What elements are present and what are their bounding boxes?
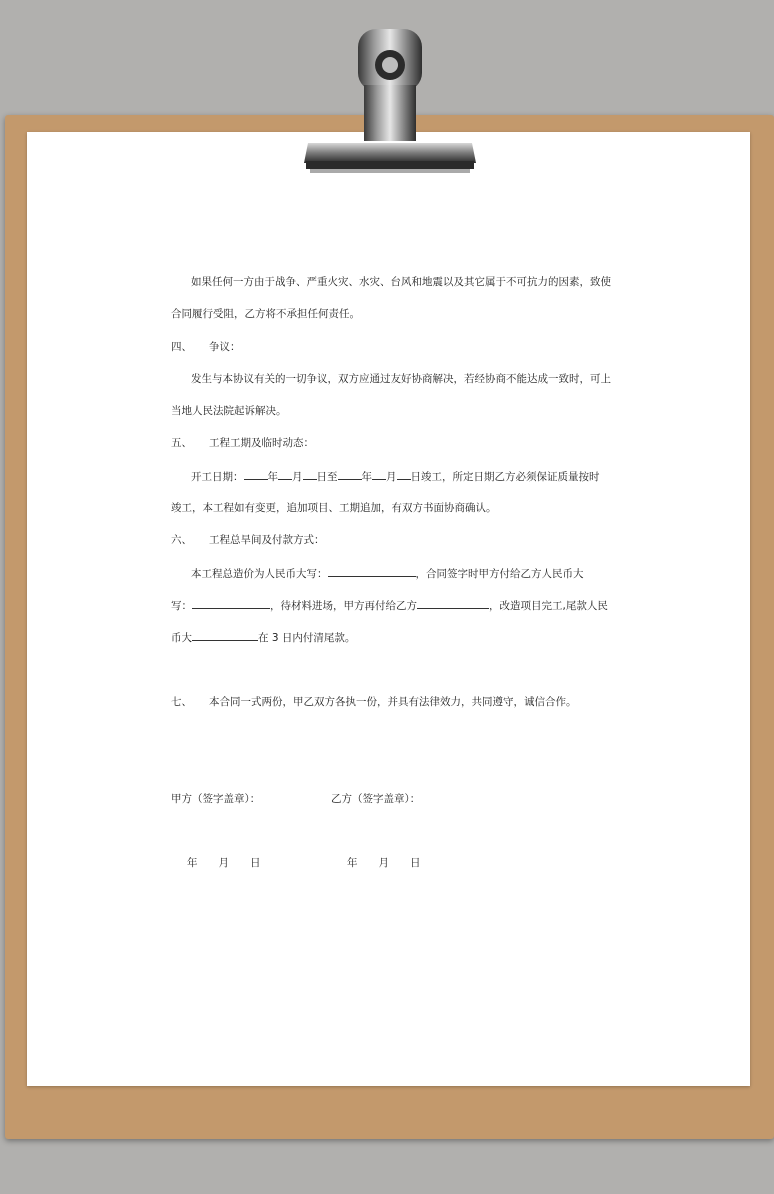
section-5-line-2: 竣工，本工程如有变更，追加项目、工期追加，有双方书面协商确认。	[171, 502, 497, 514]
month-label: 月	[386, 471, 397, 483]
blank-start-year[interactable]	[244, 469, 268, 480]
blank-total-price[interactable]	[328, 566, 416, 577]
section-5-line-1	[191, 469, 600, 484]
section-5-number: 五、	[171, 437, 192, 449]
start-date-label: 开工日期：	[191, 471, 244, 483]
section-4-title: 争议：	[209, 341, 241, 353]
blank-final-payment[interactable]	[192, 630, 258, 641]
party-b-signature-label: 乙方（签字盖章）：	[331, 793, 421, 805]
completion-text: 日竣工，所定日期乙方必须保证质量按时	[410, 471, 600, 483]
currency-label: 币大	[171, 632, 192, 644]
section-6-line-2	[171, 598, 608, 613]
second-payment-text: ，待材料进场，甲方再付给乙方	[270, 600, 417, 612]
section-4-line-2: 当地人民法院起诉解决。	[171, 405, 287, 417]
blank-end-month[interactable]	[372, 469, 386, 480]
force-majeure-line-1: 如果任何一方由于战争、严重火灾、水灾、台风和地震以及其它属于不可抗力的因素，致使	[191, 276, 611, 288]
blank-first-payment[interactable]	[192, 598, 270, 609]
first-payment-text: ，合同签字时甲方付给乙方人民币大	[415, 568, 584, 580]
blank-start-day[interactable]	[303, 469, 317, 480]
total-price-label: 本工程总造价为人民币大写：	[191, 568, 328, 580]
final-payment-deadline: 在 3 日内付清尾款。	[258, 632, 356, 644]
day-to-label: 日至	[316, 471, 338, 483]
write-label: 写：	[171, 600, 192, 612]
force-majeure-line-2: 合同履行受阻，乙方将不承担任何责任。	[171, 308, 360, 320]
party-a-signature-label: 甲方（签字盖章）：	[171, 793, 261, 805]
blank-end-day[interactable]	[397, 469, 411, 480]
section-4-line-1: 发生与本协议有关的一切争议，双方应通过友好协商解决，若经协商不能达成一致时，可上	[191, 373, 611, 385]
section-4-number: 四、	[171, 341, 192, 353]
blank-start-month[interactable]	[278, 469, 292, 480]
section-5-title: 工程工期及临时动态：	[209, 437, 314, 449]
blank-end-year[interactable]	[338, 469, 362, 480]
section-6-number: 六、	[171, 534, 192, 546]
binder-clip-icon	[300, 25, 480, 177]
year-label: 年	[267, 471, 278, 483]
final-payment-text: ，改造项目完工,尾款人民	[489, 600, 608, 612]
year-label: 年	[361, 471, 372, 483]
section-6-line-1	[191, 566, 584, 581]
section-7-text: 本合同一式两份，甲乙双方各执一份，并具有法律效力，共同遵守，诚信合作。	[209, 696, 577, 708]
section-6-line-3	[171, 630, 355, 645]
month-label: 月	[292, 471, 303, 483]
section-7-number: 七、	[171, 696, 192, 708]
section-6-title: 工程总旱间及付款方式：	[209, 534, 325, 546]
party-b-date: 年 月 日	[347, 857, 421, 869]
blank-second-payment[interactable]	[417, 598, 489, 609]
party-a-date: 年 月 日	[187, 857, 261, 869]
